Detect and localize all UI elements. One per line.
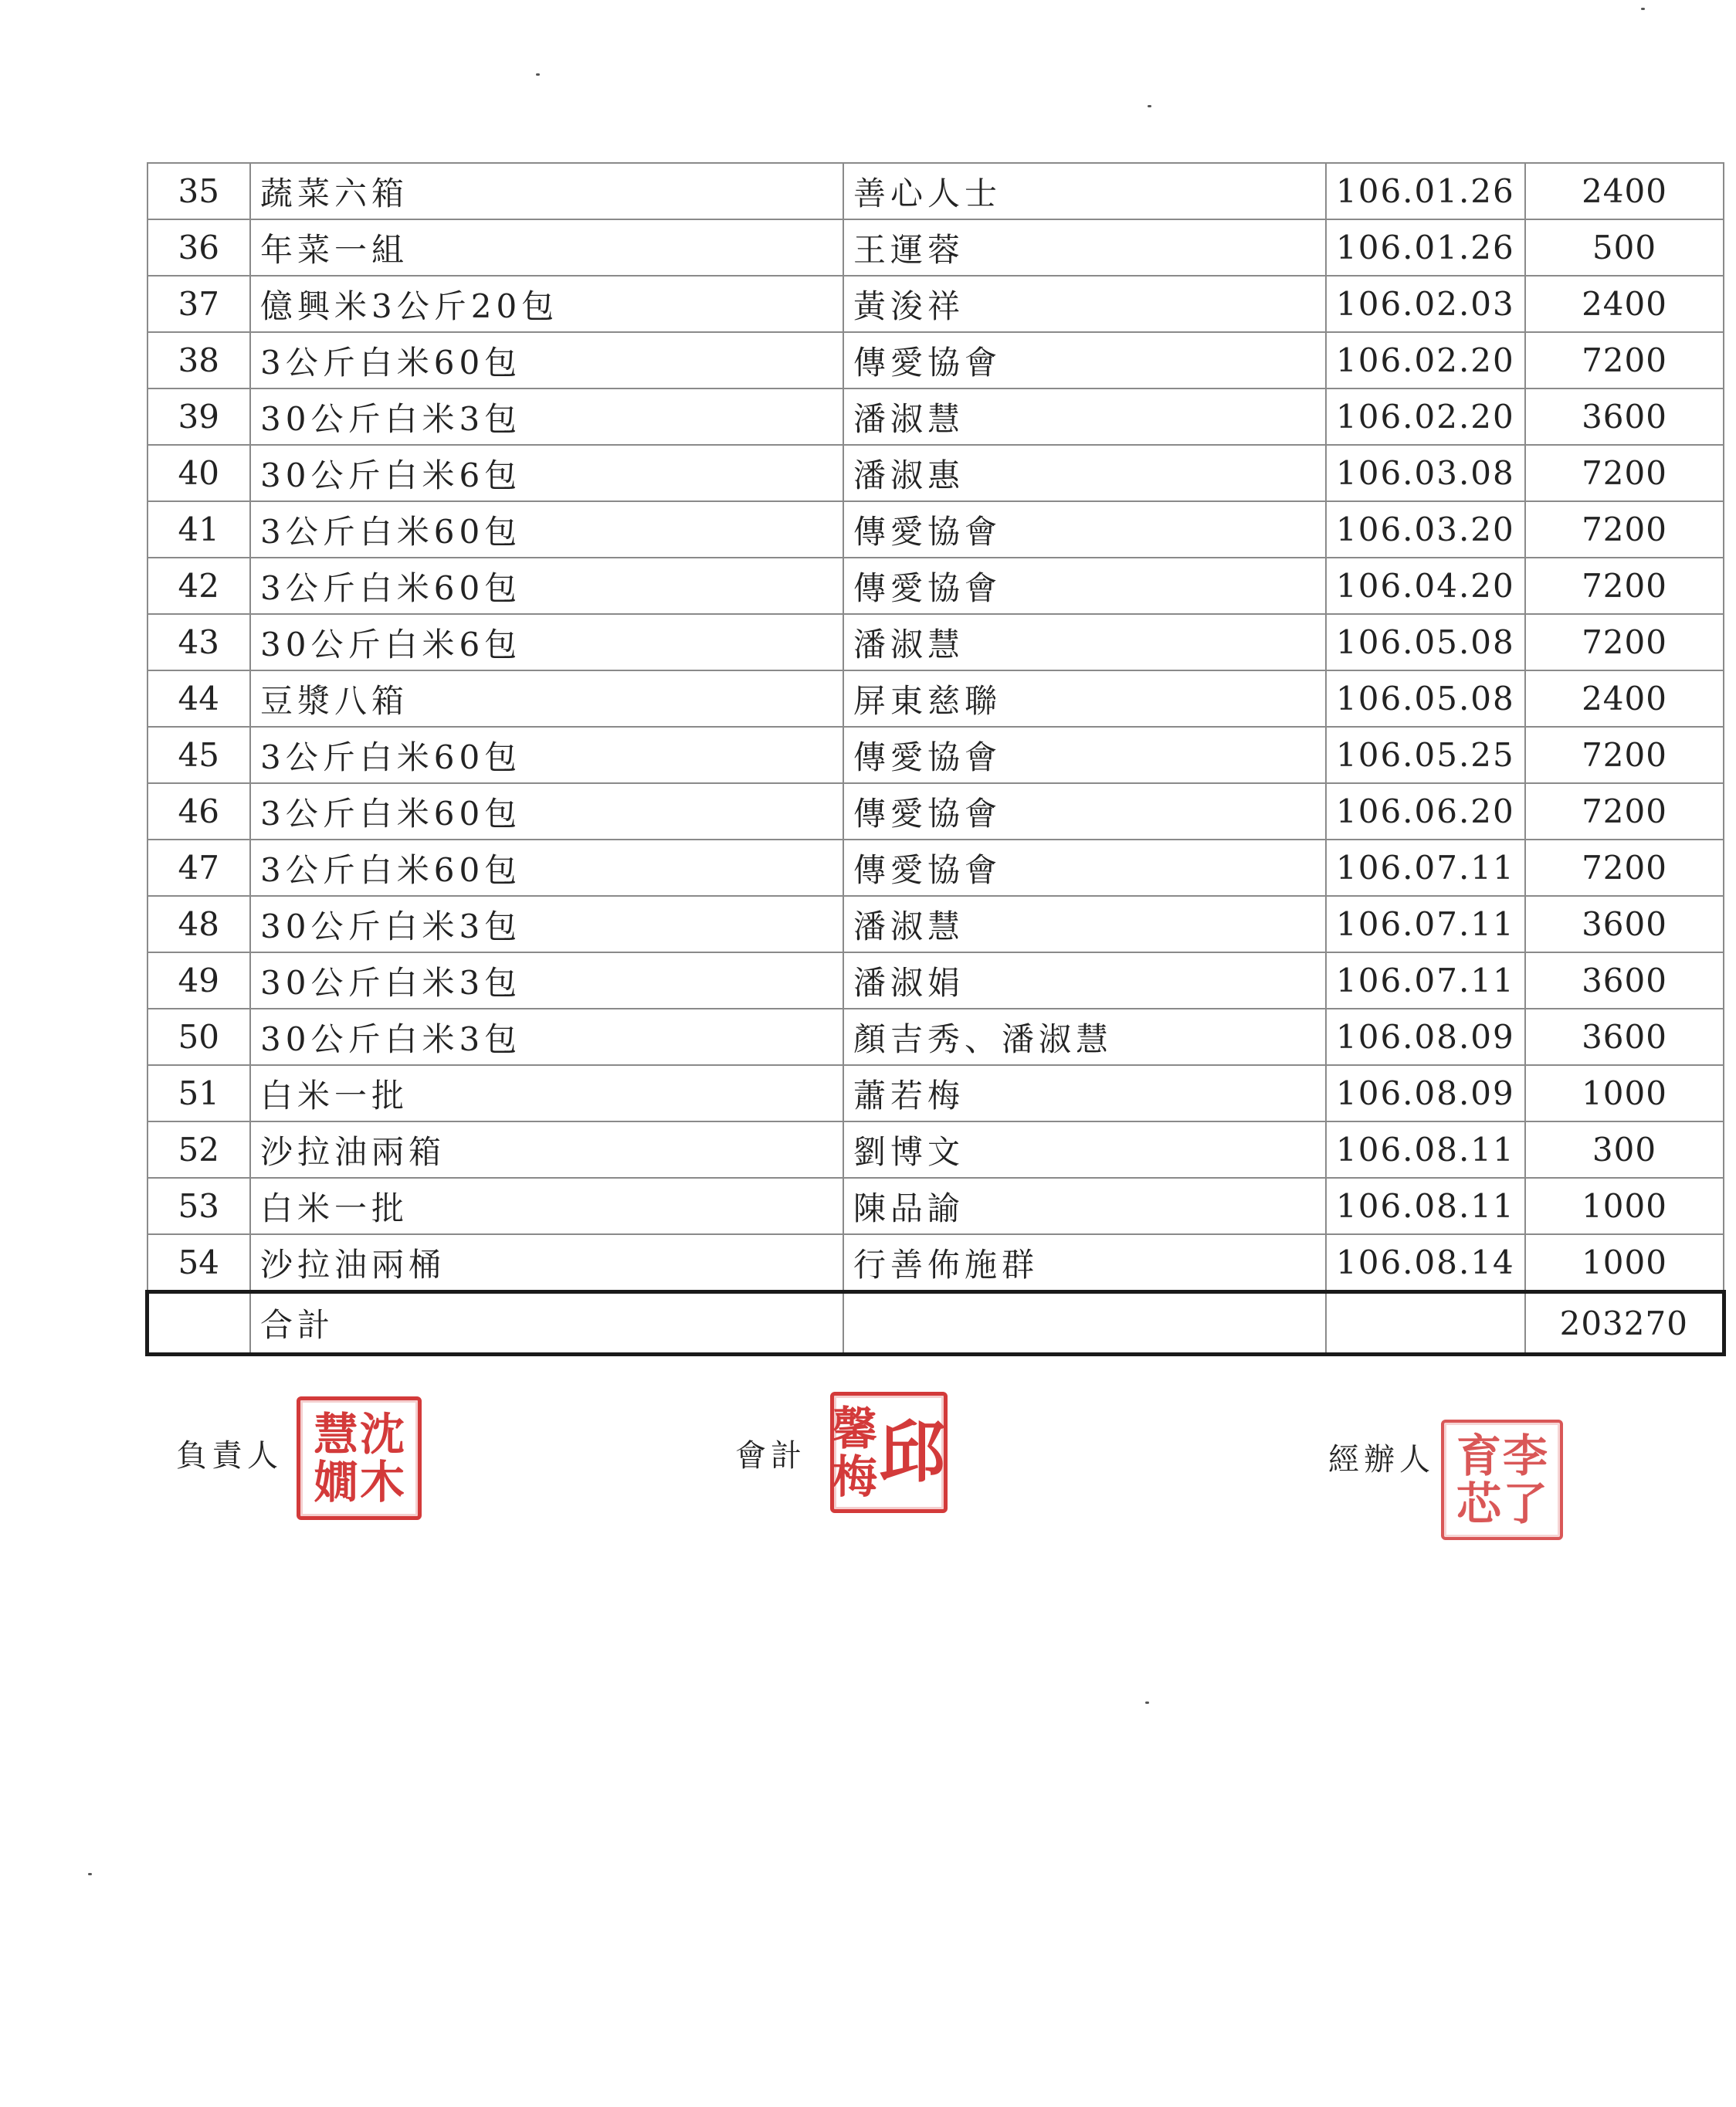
donation-amount: 300 — [1525, 1121, 1724, 1178]
donation-ledger-table — [145, 162, 1726, 1356]
donor-name: 善心人士 — [843, 163, 1326, 219]
donor-name: 傳愛協會 — [843, 783, 1326, 840]
donation-date: 106.08.11 — [1326, 1121, 1525, 1178]
donation-date: 106.07.11 — [1326, 840, 1525, 896]
donation-amount: 3600 — [1525, 952, 1724, 1009]
row-number: 37 — [147, 276, 251, 332]
seal-char: 育 — [1456, 1430, 1501, 1482]
total-label: 合計 — [250, 1292, 843, 1355]
row-number: 43 — [147, 614, 251, 670]
donation-date: 106.08.14 — [1326, 1234, 1525, 1292]
donation-date: 106.03.08 — [1326, 445, 1525, 501]
donation-date: 106.03.20 — [1326, 501, 1525, 558]
donation-date: 106.01.26 — [1326, 163, 1525, 219]
seal-char: 沈 — [360, 1408, 405, 1461]
table-row — [147, 332, 1724, 388]
donation-amount: 3600 — [1525, 1009, 1724, 1065]
donor-name: 行善佈施群 — [843, 1234, 1326, 1292]
table-row — [147, 558, 1724, 614]
donation-amount: 7200 — [1525, 783, 1724, 840]
responsible-label: 負責人 — [176, 1438, 283, 1474]
total-empty-cell — [147, 1292, 251, 1355]
scan-speck — [536, 73, 540, 76]
donation-item: 白米一批 — [250, 1065, 843, 1121]
donor-name: 潘淑慧 — [843, 388, 1326, 445]
donation-date: 106.02.20 — [1326, 388, 1525, 445]
donor-name: 陳品諭 — [843, 1178, 1326, 1234]
table-row — [147, 1234, 1724, 1292]
seal-column — [879, 1406, 945, 1499]
donor-name: 潘淑惠 — [843, 445, 1326, 501]
donation-amount: 2400 — [1525, 670, 1724, 727]
donation-item: 沙拉油兩箱 — [250, 1121, 843, 1178]
table-row — [147, 614, 1724, 670]
row-number: 48 — [147, 896, 251, 952]
donation-date: 106.06.20 — [1326, 783, 1525, 840]
scan-speck — [1641, 8, 1645, 10]
row-number: 49 — [147, 952, 251, 1009]
row-number: 50 — [147, 1009, 251, 1065]
donation-amount: 7200 — [1525, 558, 1724, 614]
table-row — [147, 388, 1724, 445]
donation-amount: 1000 — [1525, 1178, 1724, 1234]
donation-item: 3公斤白米60包 — [250, 840, 843, 896]
row-number: 40 — [147, 445, 251, 501]
table-row — [147, 219, 1724, 276]
donor-name: 傳愛協會 — [843, 332, 1326, 388]
row-number: 51 — [147, 1065, 251, 1121]
donor-name: 潘淑慧 — [843, 614, 1326, 670]
donation-amount: 7200 — [1525, 727, 1724, 783]
table-row — [147, 276, 1724, 332]
donation-amount: 2400 — [1525, 276, 1724, 332]
seal-char: 李 — [1503, 1430, 1548, 1482]
row-number: 47 — [147, 840, 251, 896]
table-row — [147, 1121, 1724, 1178]
seal-char: 芯 — [1456, 1478, 1501, 1530]
donation-date: 106.05.25 — [1326, 727, 1525, 783]
donation-item: 30公斤白米3包 — [250, 952, 843, 1009]
scan-speck — [1145, 1702, 1149, 1704]
row-number: 42 — [147, 558, 251, 614]
donor-name: 傳愛協會 — [843, 501, 1326, 558]
seal-column — [1503, 1432, 1548, 1528]
row-number: 36 — [147, 219, 251, 276]
donation-amount: 7200 — [1525, 614, 1724, 670]
donor-name: 黃浚祥 — [843, 276, 1326, 332]
scan-speck — [88, 1873, 92, 1875]
table-row — [147, 1178, 1724, 1234]
donation-amount: 3600 — [1525, 896, 1724, 952]
seal-column — [1456, 1432, 1501, 1528]
donor-name: 潘淑娟 — [843, 952, 1326, 1009]
seal-char: 木 — [360, 1456, 405, 1508]
seal-column — [360, 1410, 405, 1506]
donation-item: 3公斤白米60包 — [250, 558, 843, 614]
donation-item: 3公斤白米60包 — [250, 783, 843, 840]
scan-speck — [1148, 105, 1151, 107]
total-empty-cell — [1326, 1292, 1525, 1355]
row-number: 53 — [147, 1178, 251, 1234]
donation-date: 106.05.08 — [1326, 614, 1525, 670]
donor-name: 潘淑慧 — [843, 896, 1326, 952]
donation-amount: 7200 — [1525, 445, 1724, 501]
row-number: 54 — [147, 1234, 251, 1292]
handler-label: 經辦人 — [1328, 1442, 1435, 1478]
donor-name: 傳愛協會 — [843, 727, 1326, 783]
donation-item: 30公斤白米6包 — [250, 445, 843, 501]
handler-seal — [1441, 1420, 1563, 1540]
row-number: 38 — [147, 332, 251, 388]
donation-date: 106.07.11 — [1326, 952, 1525, 1009]
donation-amount: 7200 — [1525, 840, 1724, 896]
seal-char: 慧 — [313, 1408, 358, 1461]
donation-item: 30公斤白米6包 — [250, 614, 843, 670]
donation-date: 106.08.11 — [1326, 1178, 1525, 1234]
donation-item: 白米一批 — [250, 1178, 843, 1234]
table-row — [147, 445, 1724, 501]
ledger-body — [147, 163, 1724, 1355]
table-row — [147, 783, 1724, 840]
row-number: 41 — [147, 501, 251, 558]
donation-amount: 1000 — [1525, 1234, 1724, 1292]
row-number: 39 — [147, 388, 251, 445]
donation-date: 106.04.20 — [1326, 558, 1525, 614]
row-number: 52 — [147, 1121, 251, 1178]
donor-name: 顏吉秀、潘淑慧 — [843, 1009, 1326, 1065]
table-row — [147, 840, 1724, 896]
donation-date: 106.08.09 — [1326, 1009, 1525, 1065]
row-number: 46 — [147, 783, 251, 840]
donation-item: 億興米3公斤20包 — [250, 276, 843, 332]
seal-char: 邱 — [879, 1413, 946, 1491]
table-row — [147, 952, 1724, 1009]
seal-char: 梅 — [832, 1450, 878, 1503]
donation-item: 3公斤白米60包 — [250, 727, 843, 783]
donation-date: 106.07.11 — [1326, 896, 1525, 952]
donation-amount: 500 — [1525, 219, 1724, 276]
donor-name: 屏東慈聯 — [843, 670, 1326, 727]
donor-name: 傳愛協會 — [843, 840, 1326, 896]
table-row — [147, 1065, 1724, 1121]
donor-name: 蕭若梅 — [843, 1065, 1326, 1121]
seal-char: 了 — [1503, 1478, 1548, 1530]
donation-date: 106.05.08 — [1326, 670, 1525, 727]
accountant-seal — [830, 1392, 948, 1513]
seal-column — [314, 1410, 358, 1506]
row-number: 35 — [147, 163, 251, 219]
donation-item: 3公斤白米60包 — [250, 332, 843, 388]
responsible-seal — [297, 1396, 422, 1520]
donation-amount: 2400 — [1525, 163, 1724, 219]
table-row — [147, 501, 1724, 558]
total-row — [147, 1292, 1724, 1355]
donation-amount: 7200 — [1525, 332, 1724, 388]
donation-item: 沙拉油兩桶 — [250, 1234, 843, 1292]
donation-item: 豆漿八箱 — [250, 670, 843, 727]
donation-item: 30公斤白米3包 — [250, 896, 843, 952]
seal-char: 嫺 — [313, 1456, 358, 1508]
donation-item: 蔬菜六箱 — [250, 163, 843, 219]
donation-item: 年菜一組 — [250, 219, 843, 276]
donation-item: 30公斤白米3包 — [250, 1009, 843, 1065]
seal-column — [832, 1402, 878, 1503]
table-row — [147, 727, 1724, 783]
table-row — [147, 163, 1724, 219]
accountant-label: 會計 — [735, 1438, 806, 1474]
donation-date: 106.02.20 — [1326, 332, 1525, 388]
donation-item: 3公斤白米60包 — [250, 501, 843, 558]
row-number: 45 — [147, 727, 251, 783]
seal-char: 馨 — [832, 1402, 878, 1455]
table-row — [147, 1009, 1724, 1065]
donation-date: 106.02.03 — [1326, 276, 1525, 332]
total-amount: 203270 — [1525, 1292, 1724, 1355]
donor-name: 王運蓉 — [843, 219, 1326, 276]
table-row — [147, 670, 1724, 727]
donation-date: 106.01.26 — [1326, 219, 1525, 276]
donor-name: 傳愛協會 — [843, 558, 1326, 614]
table-row — [147, 896, 1724, 952]
row-number: 44 — [147, 670, 251, 727]
donation-amount: 7200 — [1525, 501, 1724, 558]
total-empty-cell — [843, 1292, 1326, 1355]
donation-amount: 1000 — [1525, 1065, 1724, 1121]
donation-amount: 3600 — [1525, 388, 1724, 445]
donor-name: 劉博文 — [843, 1121, 1326, 1178]
donation-date: 106.08.09 — [1326, 1065, 1525, 1121]
donation-item: 30公斤白米3包 — [250, 388, 843, 445]
